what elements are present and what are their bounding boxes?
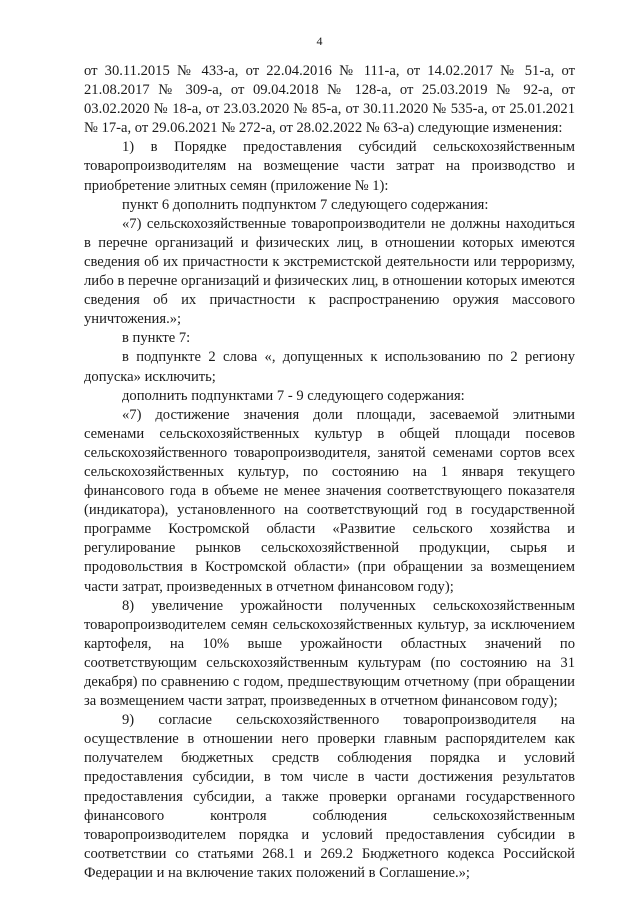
page-number: 4	[316, 34, 323, 48]
paragraph-amendment-list: от 30.11.2015 № 433-а, от 22.04.2016 № 111-а, от 14.02.2017 № 51-а, от 21.08.2017 № 309-а, от 09.04.2018 № 128-а, от 25.03.2019 № 92-а, от 03.02.2020 № 18-а, от 23.03.2020 № 85-а, от 30.11.2020 № 535-а, от 25.01.2021 № 17-а, от 29.06.2021 № 272-а, от 28.02.2022 № 63-а) следующие изменения:	[84, 63, 575, 137]
paragraph-subpoint-8: 8) увеличение урожайности полученных сельскохозяйственным товаропроизводителем семян сельскохозяйственных культур, за исключением картофеля, на 10% выше урожайности областных значений по соответствующим сельскохозяйственным культурам (по состоянию на 31 декабря) по сравнению с годом, предшествующим отчетному (при обращении за возмещением части затрат, произведенных в отчетном финансовом году);	[84, 597, 575, 710]
paragraph-add-subpoints: дополнить подпунктами 7 - 9 следующего содержания:	[122, 387, 465, 404]
paragraph-point-6: пункт 6 дополнить подпунктом 7 следующего содержания:	[122, 196, 489, 213]
paragraph-subpoint-7-new: «7) сельскохозяйственные товаропроизводители не должны находиться в перечне организаций и физических лиц, в отношении которых имеются сведения об их причастности к экстремистской деятельности или терроризму, либо в перечне организаций и физических лиц, в отношении которых имеются сведения об их причастности к распространению оружия массового уничтожения.»;	[84, 215, 575, 328]
paragraph-subpoint-7: «7) достижение значения доли площади, засеваемой элитными семенами сельскохозяйственных культур в общей площади посевов сельскохозяйственного товаропроизводителя, занятой семенами сортов всех сельскохозяйственных культур, по состоянию на 1 января текущего финансового года в объеме не менее значения соответствующего показателя (индикатора), установленного на соответствующий год в государственной программе Костромской области «Развитие сельского хозяйства и регулирование рынков сельскохозяйственной продукции, сырья и продовольствия в Костромской области» (при обращении за возмещением части затрат, произведенных в отчетном финансовом году);	[84, 406, 575, 595]
paragraph-subpoint-2: в подпункте 2 слова «, допущенных к использованию по 2 региону допуска» исключить;	[84, 349, 575, 385]
document-body	[84, 62, 575, 883]
paragraph-subpoint-9: 9) согласие сельскохозяйственного товаропроизводителя на осуществление в отношении него проверки главным распорядителем как получателем бюджетных средств соблюдения порядка и условий предоставления субсидии, в том числе в части достижения результатов предоставления субсидии, а также проверки органами государственного финансового контроля соблюдения сельскохозяйственным товаропроизводителем порядка и условий предоставления субсидии в соответствии со статьями 268.1 и 269.2 Бюджетного кодекса Российской Федерации и на включение таких положений в Соглашение.»;	[84, 712, 575, 881]
paragraph-item-1: 1) в Порядке предоставления субсидий сельскохозяйственным товаропроизводителям на возмещение части затрат на производство и приобретение элитных семян (приложение № 1):	[84, 139, 575, 194]
paragraph-point-7: в пункте 7:	[122, 330, 191, 347]
